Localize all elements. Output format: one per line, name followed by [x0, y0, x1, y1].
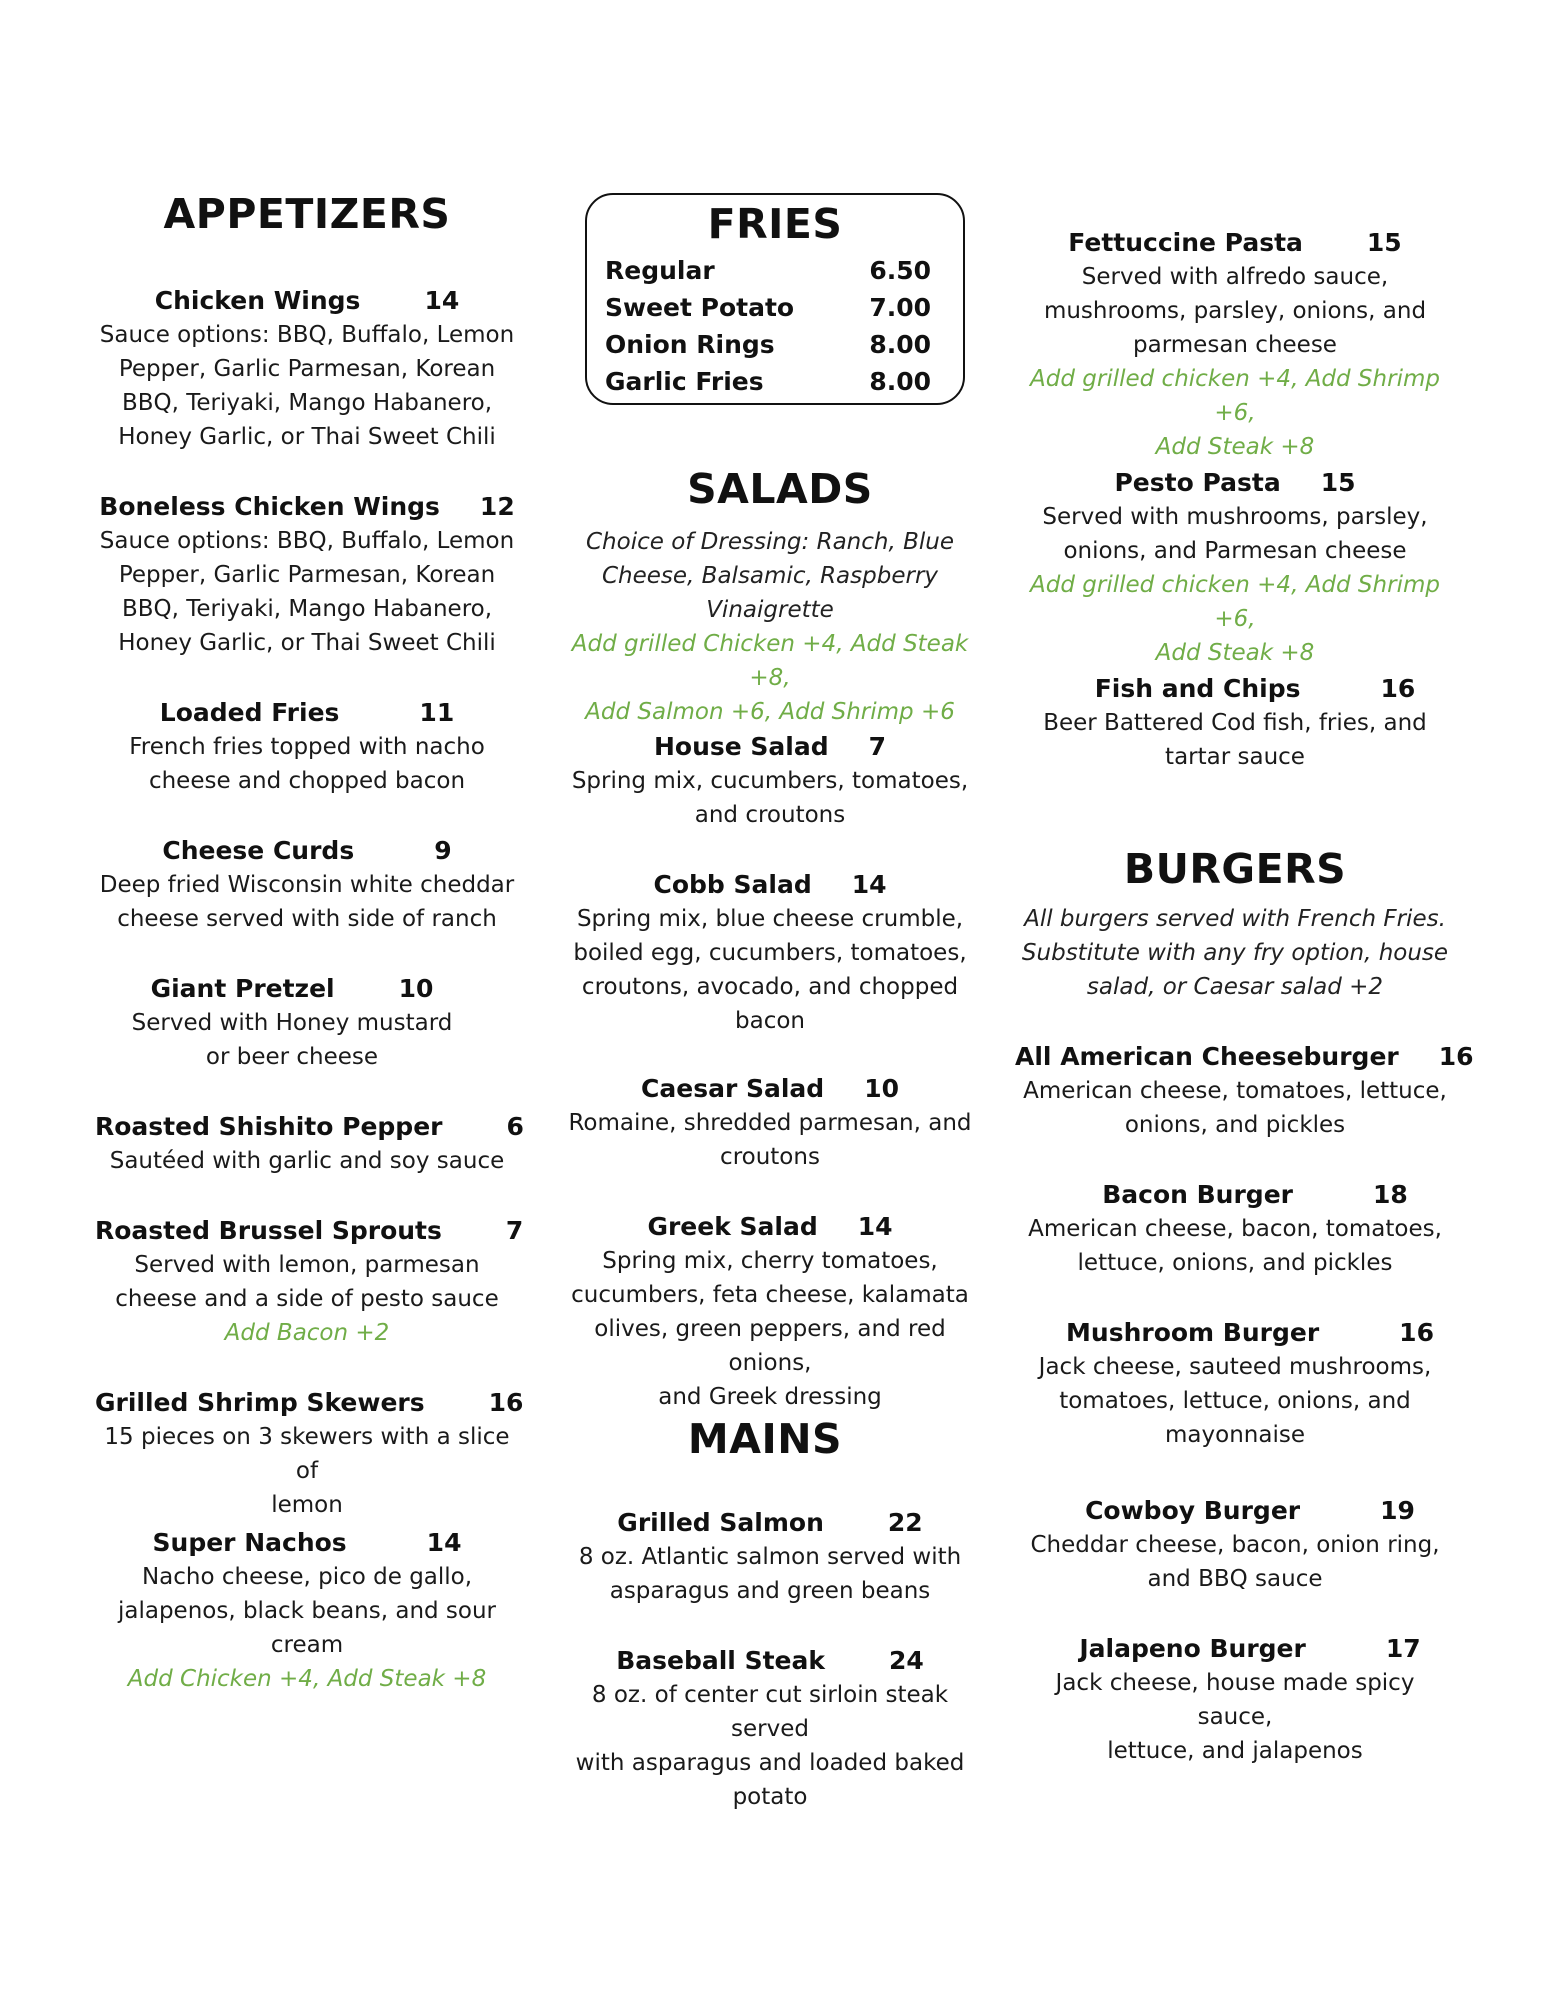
item-name: All American Cheeseburger — [1015, 1042, 1399, 1071]
item-price: 11 — [419, 698, 455, 727]
menu-item — [555, 868, 985, 1038]
fries-price: 8.00 — [869, 367, 931, 396]
item-price: 12 — [479, 492, 515, 521]
fries-row — [605, 253, 931, 289]
item-price: 7 — [868, 732, 887, 761]
item-description: Cheddar cheese, bacon, onion ring, and BBQ sauce — [1030, 1532, 1440, 1592]
item-description: Served with lemon, parmesan cheese and a side of pesto sauce — [115, 1252, 499, 1312]
menu-item — [95, 1214, 524, 1350]
item-addon: Add grilled chicken +4, Add Shrimp +6, Add Steak +8 — [1030, 366, 1440, 460]
item-description: Served with alfredo sauce, mushrooms, parsley, onions, and parmesan cheese — [1043, 264, 1427, 358]
item-price: 14 — [851, 870, 887, 899]
item-description-block — [1015, 706, 1455, 774]
section-heading: FRIES — [707, 200, 843, 248]
item-description: Spring mix, cucumbers, tomatoes, and croutons — [571, 768, 969, 828]
item-name: Fish and Chips — [1094, 674, 1301, 703]
section-heading: APPETIZERS — [163, 190, 451, 238]
item-name: Pesto Pasta — [1114, 468, 1281, 497]
menu-item — [555, 1072, 985, 1174]
item-name: Grilled Salmon — [617, 1508, 824, 1537]
item-description: Nacho cheese, pico de gallo, jalapenos, black beans, and sour cream — [117, 1564, 497, 1658]
salads-note: Choice of Dressing: Ranch, Blue Cheese, Balsamic, Raspberry Vinaigrette Add grilled Chicken +4, Add Steak +8, Add Salmon +6, Add Shrimp +6 — [555, 525, 985, 729]
item-addon: Add Bacon +2 — [224, 1320, 390, 1346]
item-price: 14 — [426, 1528, 462, 1557]
item-description: American cheese, tomatoes, lettuce, onions, and pickles — [1023, 1078, 1447, 1138]
menu-item — [555, 1644, 985, 1814]
section-heading: SALADS — [687, 465, 873, 513]
item-name: Giant Pretzel — [150, 974, 335, 1003]
menu-item — [95, 1386, 524, 1522]
item-description: Spring mix, cherry tomatoes, cucumbers, feta cheese, kalamata olives, green peppers, and red onions, and Greek dressing — [571, 1248, 969, 1410]
item-price: 16 — [1438, 1042, 1474, 1071]
fries-box — [585, 193, 965, 405]
fries-price: 8.00 — [869, 330, 931, 359]
item-name: Caesar Salad — [641, 1074, 825, 1103]
item-name: Chicken Wings — [154, 286, 361, 315]
item-price: 10 — [398, 974, 434, 1003]
menu-item — [555, 1210, 985, 1414]
item-name: Baseball Steak — [616, 1646, 825, 1675]
fries-price: 7.00 — [869, 293, 931, 322]
item-name: Roasted Brussel Sprouts — [95, 1216, 442, 1245]
menu-item — [95, 284, 519, 454]
item-price: 16 — [1380, 674, 1416, 703]
menu-item — [1045, 1632, 1455, 1666]
item-price: 16 — [1399, 1318, 1434, 1347]
item-description: Sauce options: BBQ, Buffalo, Lemon Pepper, Garlic Parmesan, Korean BBQ, Teriyaki, Mango Habanero, Honey Garlic, or Thai Sweet Chili — [99, 322, 515, 450]
fries-row — [605, 327, 931, 363]
item-name: Mushroom Burger — [1066, 1318, 1320, 1347]
fries-name: Garlic Fries — [605, 367, 764, 396]
item-description-block — [1015, 1666, 1455, 1768]
menu-item — [95, 490, 519, 660]
item-price: 16 — [488, 1388, 524, 1417]
fries-row — [605, 364, 931, 400]
item-name: Cobb Salad — [653, 870, 812, 899]
item-price: 15 — [1320, 468, 1356, 497]
item-description: Deep fried Wisconsin white cheddar cheese served with side of ranch — [99, 872, 515, 932]
menu-item — [95, 696, 519, 798]
item-description: Served with Honey mustard or beer cheese — [131, 1010, 453, 1070]
item-description: 15 pieces on 3 skewers with a slice of lemon — [104, 1424, 510, 1518]
item-name: Fettuccine Pasta — [1068, 228, 1303, 257]
item-price: 14 — [424, 286, 460, 315]
menu-item — [555, 730, 985, 832]
item-name: Boneless Chicken Wings — [99, 492, 440, 521]
menu-item — [1045, 1316, 1455, 1350]
item-description: Served with mushrooms, parsley, onions, and Parmesan cheese — [1042, 504, 1428, 564]
item-description: Sautéed with garlic and soy sauce — [109, 1148, 505, 1174]
item-price: 14 — [857, 1212, 893, 1241]
item-name: Roasted Shishito Pepper — [95, 1112, 443, 1141]
item-description: 8 oz. of center cut sirloin steak served with asparagus and loaded baked potato — [575, 1682, 965, 1810]
item-addon: Add Chicken +4, Add Steak +8 — [127, 1666, 487, 1692]
menu-item — [1055, 1178, 1455, 1212]
item-name: Jalapeno Burger — [1079, 1634, 1306, 1663]
fries-row — [605, 290, 931, 326]
burgers-note: All burgers served with French Fries. Substitute with any fry option, house salad, or Caesar salad +2 — [1021, 906, 1449, 1000]
fries-name: Regular — [605, 256, 715, 285]
item-description: Sauce options: BBQ, Buffalo, Lemon Pepper, Garlic Parmesan, Korean BBQ, Teriyaki, Mango Habanero, Honey Garlic, or Thai Sweet Chili — [99, 528, 515, 656]
menu-item — [1015, 226, 1455, 464]
item-name: Grilled Shrimp Skewers — [95, 1388, 425, 1417]
item-description: Jack cheese, house made spicy sauce, lettuce, and jalapenos — [1055, 1670, 1415, 1764]
item-price: 7 — [505, 1216, 524, 1245]
item-description-block — [1015, 1350, 1455, 1452]
item-price: 17 — [1385, 1634, 1421, 1663]
fries-name: Onion Rings — [605, 330, 775, 359]
menu-item — [1015, 1040, 1474, 1142]
item-name: Loaded Fries — [159, 698, 340, 727]
item-price: 18 — [1373, 1180, 1408, 1209]
menu-item — [95, 1110, 524, 1178]
item-name: Cowboy Burger — [1085, 1496, 1301, 1525]
item-name: Bacon Burger — [1102, 1180, 1293, 1209]
menu-item — [95, 834, 519, 936]
item-price: 19 — [1380, 1496, 1415, 1525]
item-name: Super Nachos — [152, 1528, 347, 1557]
item-price: 24 — [888, 1646, 924, 1675]
item-description-block — [1015, 1528, 1455, 1596]
fries-price: 6.50 — [869, 256, 931, 285]
item-name: Cheese Curds — [162, 836, 355, 865]
item-price: 9 — [434, 836, 452, 865]
menu-item — [95, 1526, 519, 1696]
item-name: House Salad — [653, 732, 829, 761]
menu-item — [1055, 672, 1455, 706]
item-description: 8 oz. Atlantic salmon served with asparagus and green beans — [578, 1544, 962, 1604]
item-description: American cheese, bacon, tomatoes, lettuce, onions, and pickles — [1028, 1216, 1442, 1276]
item-price: 22 — [887, 1508, 923, 1537]
item-description-block — [1015, 1212, 1455, 1280]
item-description: Jack cheese, sauteed mushrooms, tomatoes, lettuce, onions, and mayonnaise — [1038, 1354, 1432, 1448]
section-heading: BURGERS — [1123, 845, 1347, 893]
menu-item — [1045, 1494, 1455, 1528]
item-price: 10 — [864, 1074, 899, 1103]
item-addon: Add grilled chicken +4, Add Shrimp +6, Add Steak +8 — [1030, 572, 1440, 666]
menu-item — [1015, 466, 1455, 670]
item-description: Beer Battered Cod fish, fries, and tartar sauce — [1043, 710, 1427, 770]
item-description: Spring mix, blue cheese crumble, boiled egg, cucumbers, tomatoes, croutons, avocado, and chopped bacon — [573, 906, 967, 1034]
menu-item — [555, 1506, 985, 1608]
item-price: 6 — [506, 1112, 524, 1141]
item-description: French fries topped with nacho cheese and chopped bacon — [129, 734, 485, 794]
fries-name: Sweet Potato — [605, 293, 795, 322]
salads-addon: Add grilled Chicken +4, Add Steak +8, Add Salmon +6, Add Shrimp +6 — [571, 631, 969, 725]
menu-item — [65, 972, 519, 1074]
item-price: 15 — [1366, 228, 1402, 257]
item-name: Greek Salad — [647, 1212, 818, 1241]
item-description: Romaine, shredded parmesan, and croutons — [568, 1110, 972, 1170]
section-heading: MAINS — [687, 1415, 843, 1463]
